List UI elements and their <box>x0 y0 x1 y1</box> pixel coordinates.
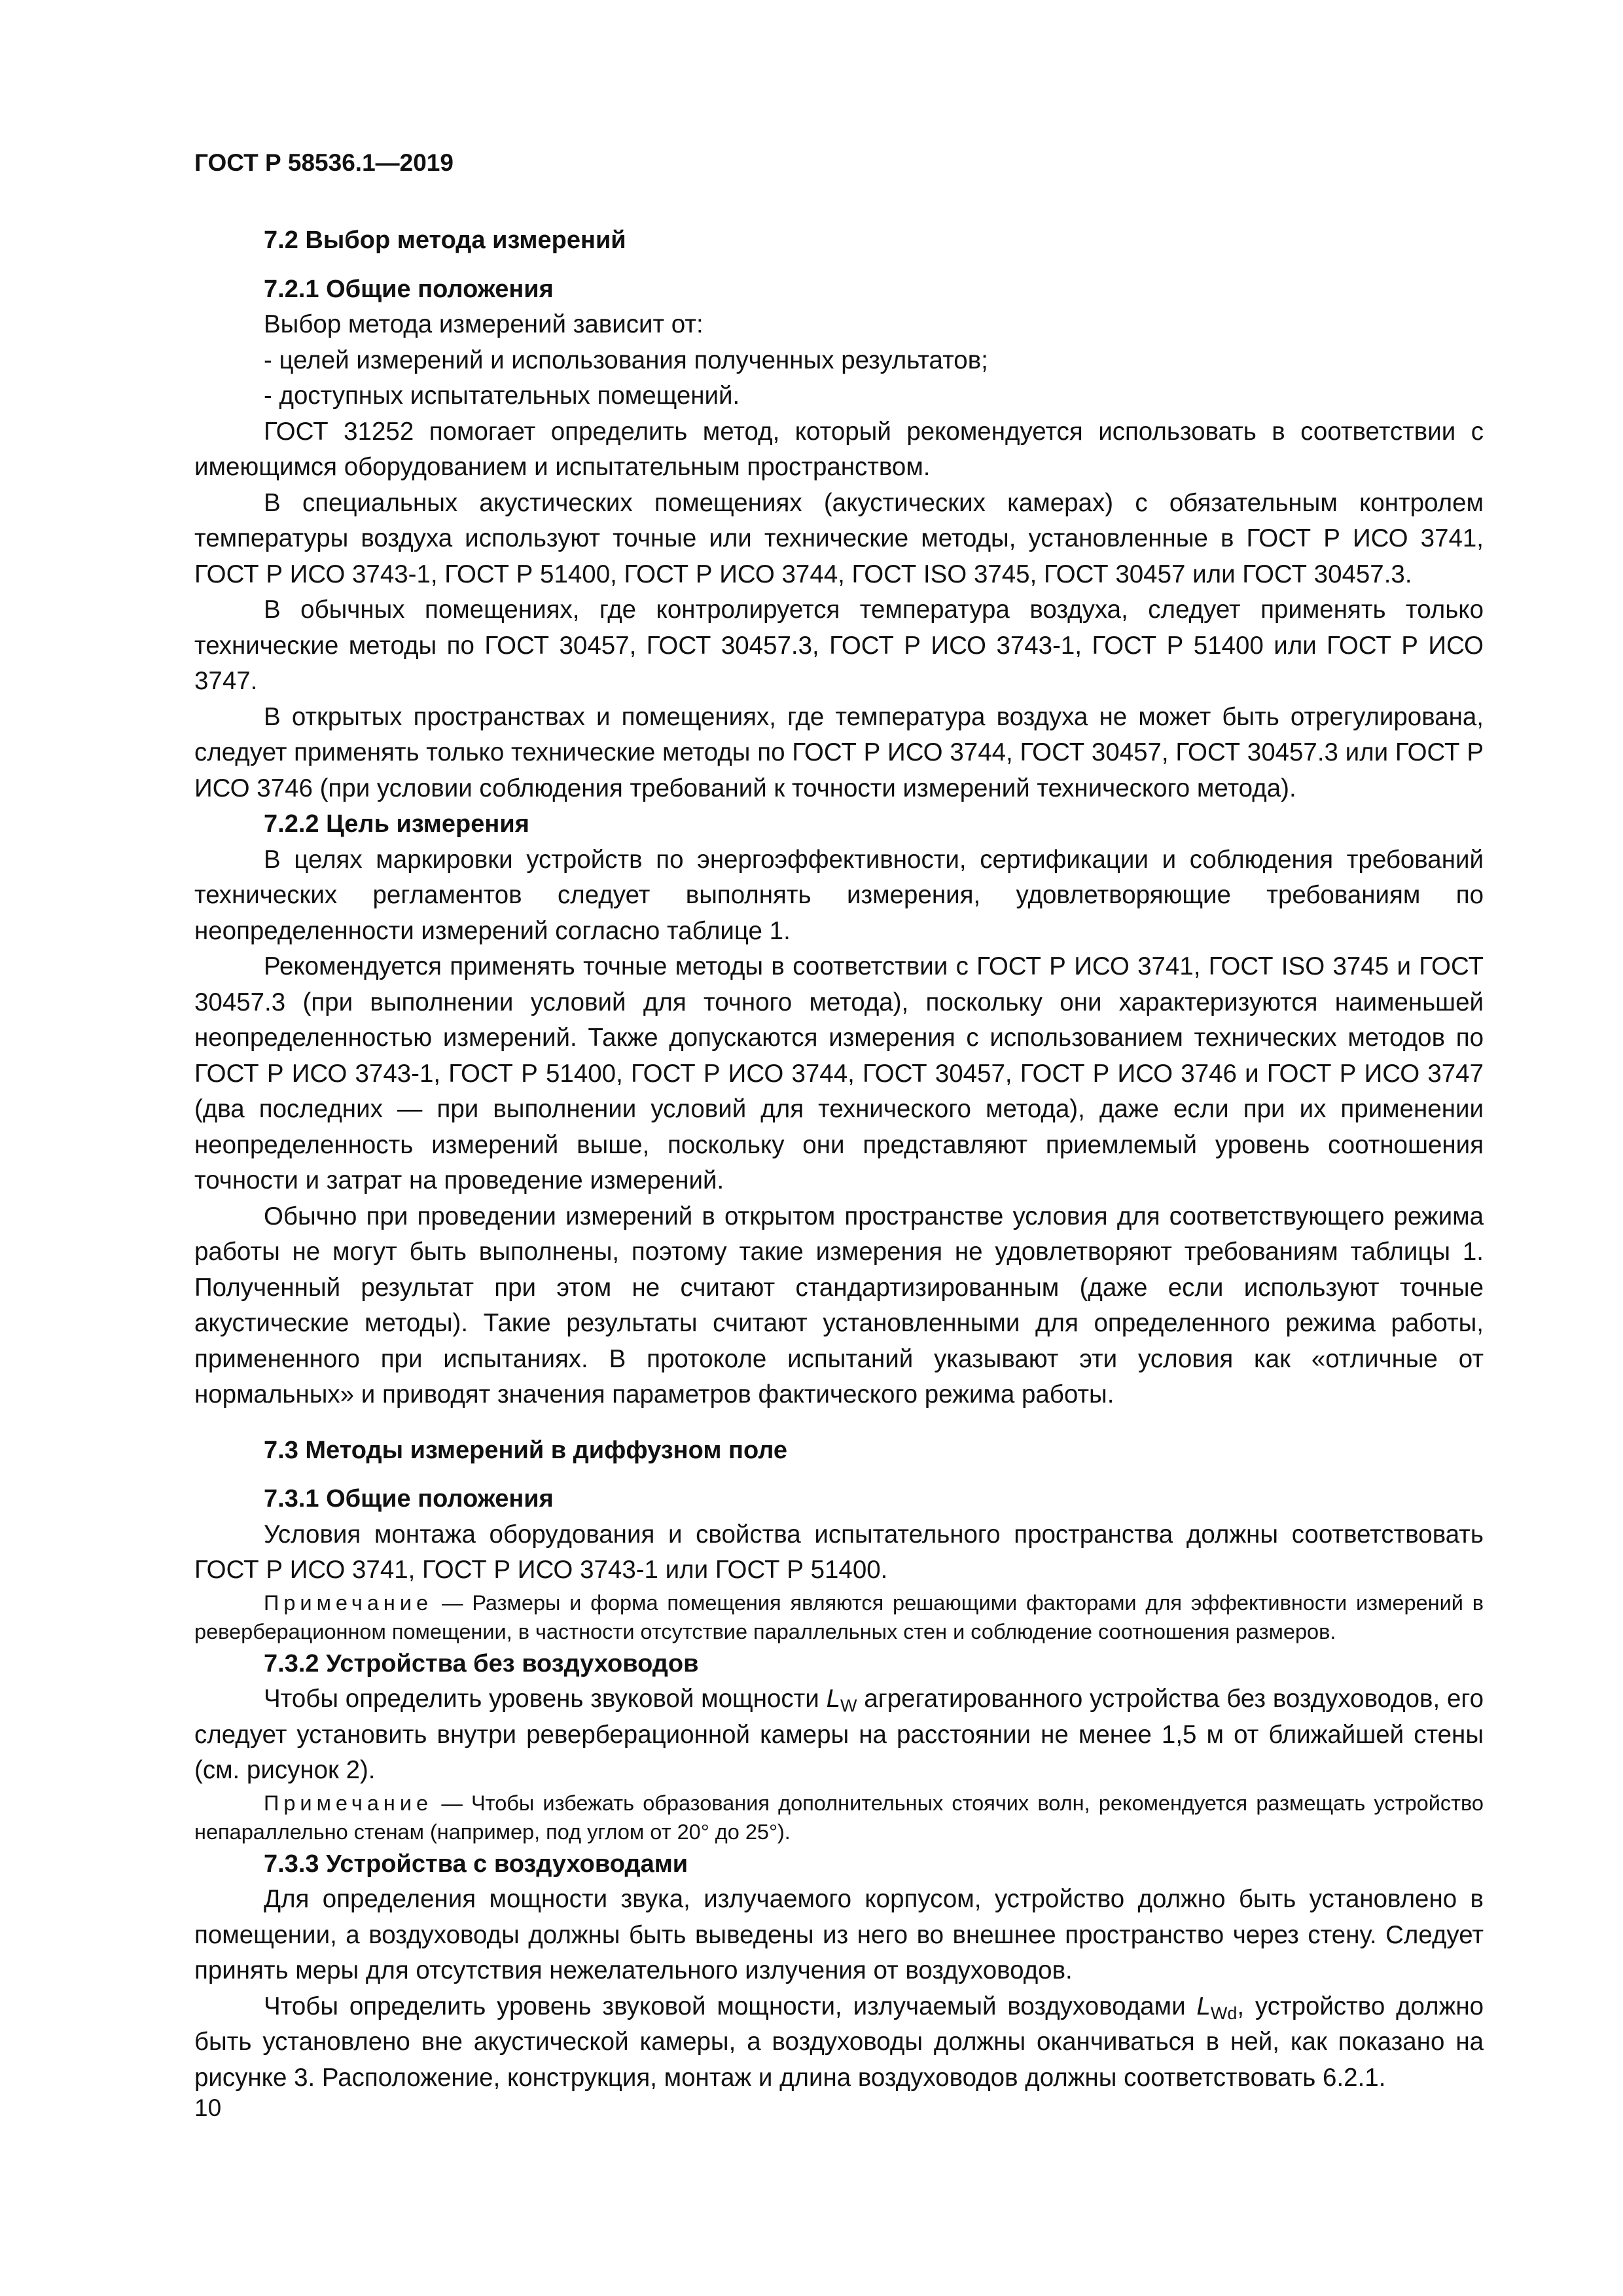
list-item: - доступных испытательных помещений. <box>264 382 740 410</box>
section-7-2-2-title: 7.2.2 Цель измерения <box>264 810 529 838</box>
paragraph: Рекомендуется применять точные методы в соответствии с ГОСТ Р ИСО 3741, ГОСТ ISO 3745 и ГОСТ 30457.3 (при выполнении условий для точного метода), поскольку они характеризуются наименьшей неопределенностью измерений. Также допускаются измерения с использованием технических методов по ГОСТ Р ИСО 3743-1, ГОСТ Р 51400, ГОСТ Р ИСО 3744, ГОСТ 30457, ГОСТ Р ИСО 3746 и ГОСТ Р ИСО 3747 (два последних — при выполнении условий для технического метода), даже если при их применении неопределенность измерений выше, поскольку они представляют приемлемый уровень соотношения точности и затрат на проведение измерений. <box>194 952 1484 1194</box>
symbol-l: L <box>1196 1992 1211 2020</box>
text-run: Чтобы определить уровень звуковой мощности <box>264 1685 827 1713</box>
page-number: 10 <box>194 2094 222 2121</box>
paragraph: Выбор метода измерений зависит от: <box>264 310 704 338</box>
note-text: — Чтобы избежать образования дополнительных стоячих волн, рекомендуется размещать устройство непараллельно стенам (например, под углом от 20° до 25°). <box>194 1791 1484 1844</box>
paragraph: В открытых пространствах и помещениях, где температура воздуха не может быть отрегулирована, следует применять только технические методы по ГОСТ Р ИСО 3744, ГОСТ 30457, ГОСТ 30457.3 или ГОСТ Р ИСО 3746 (при условии соблюдения требований к точности измерений технического метода). <box>194 702 1484 802</box>
symbol-l: L <box>826 1685 841 1713</box>
symbol-subscript: Wd <box>1210 2003 1238 2023</box>
section-7-3-3-title: 7.3.3 Устройства с воздуховодами <box>264 1850 688 1878</box>
page-body <box>194 223 1484 2096</box>
text-run: агрегатированного устройства без воздуховодов, его следует установить внутри реверберационной камеры на расстоянии не менее 1,5 м от ближайшей стены (см. рисунок 2). <box>194 1685 1484 1784</box>
paragraph: Условия монтажа оборудования и свойства испытательного пространства должны соответствовать ГОСТ Р ИСО 3741, ГОСТ Р ИСО 3743-1 или ГОСТ Р 51400. <box>194 1520 1484 1584</box>
paragraph: Для определения мощности звука, излучаемого корпусом, устройство должно быть установлено в помещении, а воздуховоды должны быть выведены из него во внешнее пространство через стену. Следует принять меры для отсутствия нежелательного излучения от воздуховодов. <box>194 1885 1484 1984</box>
paragraph: В целях маркировки устройств по энергоэффективности, сертификации и соблюдения требований технических регламентов следует выполнять измерения, удовлетворяющие требованиям по неопределенности измерений согласно таблице 1. <box>194 845 1484 945</box>
paragraph <box>194 1681 1484 1789</box>
note <box>194 1789 1484 1846</box>
note <box>194 1588 1484 1646</box>
list-item: - целей измерений и использования полученных результатов; <box>264 346 988 374</box>
paragraph: В обычных помещениях, где контролируется температура воздуха, следует применять только технические методы по ГОСТ 30457, ГОСТ 30457.3, ГОСТ Р ИСО 3743-1, ГОСТ Р 51400 или ГОСТ Р ИСО 3747. <box>194 596 1484 695</box>
section-7-2-1-title: 7.2.1 Общие положения <box>264 275 554 303</box>
text-run: , устройство должно быть установлено вне акустической камеры, а воздуховоды должны оканчиваться в ней, как показано на рисунке 3. Расположение, конструкция, монтаж и длина воздуховодов должны соответствовать 6.2.1. <box>194 1992 1484 2092</box>
note-label: Примечание <box>264 1590 433 1615</box>
section-7-2-title: 7.2 Выбор метода измерений <box>264 226 626 254</box>
paragraph: В специальных акустических помещениях (акустических камерах) с обязательным контролем температуры воздуха используют точные или технические методы, установленные в ГОСТ Р ИСО 3741, ГОСТ Р ИСО 3743-1, ГОСТ Р 51400, ГОСТ Р ИСО 3744, ГОСТ ISO 3745, ГОСТ 30457 или ГОСТ 30457.3. <box>194 488 1484 588</box>
document-header: ГОСТ Р 58536.1—2019 <box>194 149 454 176</box>
paragraph <box>194 1989 1484 2096</box>
text-run: Чтобы определить уровень звуковой мощности, излучаемый воздуховодами <box>264 1992 1197 2020</box>
section-7-3-title: 7.3 Методы измерений в диффузном поле <box>264 1436 787 1464</box>
section-7-3-2-title: 7.3.2 Устройства без воздуховодов <box>264 1649 699 1677</box>
symbol-subscript: W <box>840 1696 857 1715</box>
paragraph: ГОСТ 31252 помогает определить метод, который рекомендуется использовать в соответствии с имеющимся оборудованием и испытательным пространством. <box>194 417 1484 481</box>
paragraph: Обычно при проведении измерений в открытом пространстве условия для соответствующего режима работы не могут быть выполнены, поэтому такие измерения не удовлетворяют требованиям таблицы 1. Полученный результат при этом не считают стандартизированным (даже если используют точные акустические методы). Такие результаты считают установленными для определенного режима работы, примененного при испытаниях. В протоколе испытаний указывают эти условия как «отличные от нормальных» и приводят значения параметров фактического режима работы. <box>194 1202 1484 1408</box>
section-7-3-1-title: 7.3.1 Общие положения <box>264 1485 554 1513</box>
note-text: — Размеры и форма помещения являются решающими факторами для эффективности измерений в реверберационном помещении, в частности отсутствие параллельных стен и соблюдение соотношения размеров. <box>194 1590 1484 1643</box>
note-label: Примечание <box>264 1791 433 1815</box>
